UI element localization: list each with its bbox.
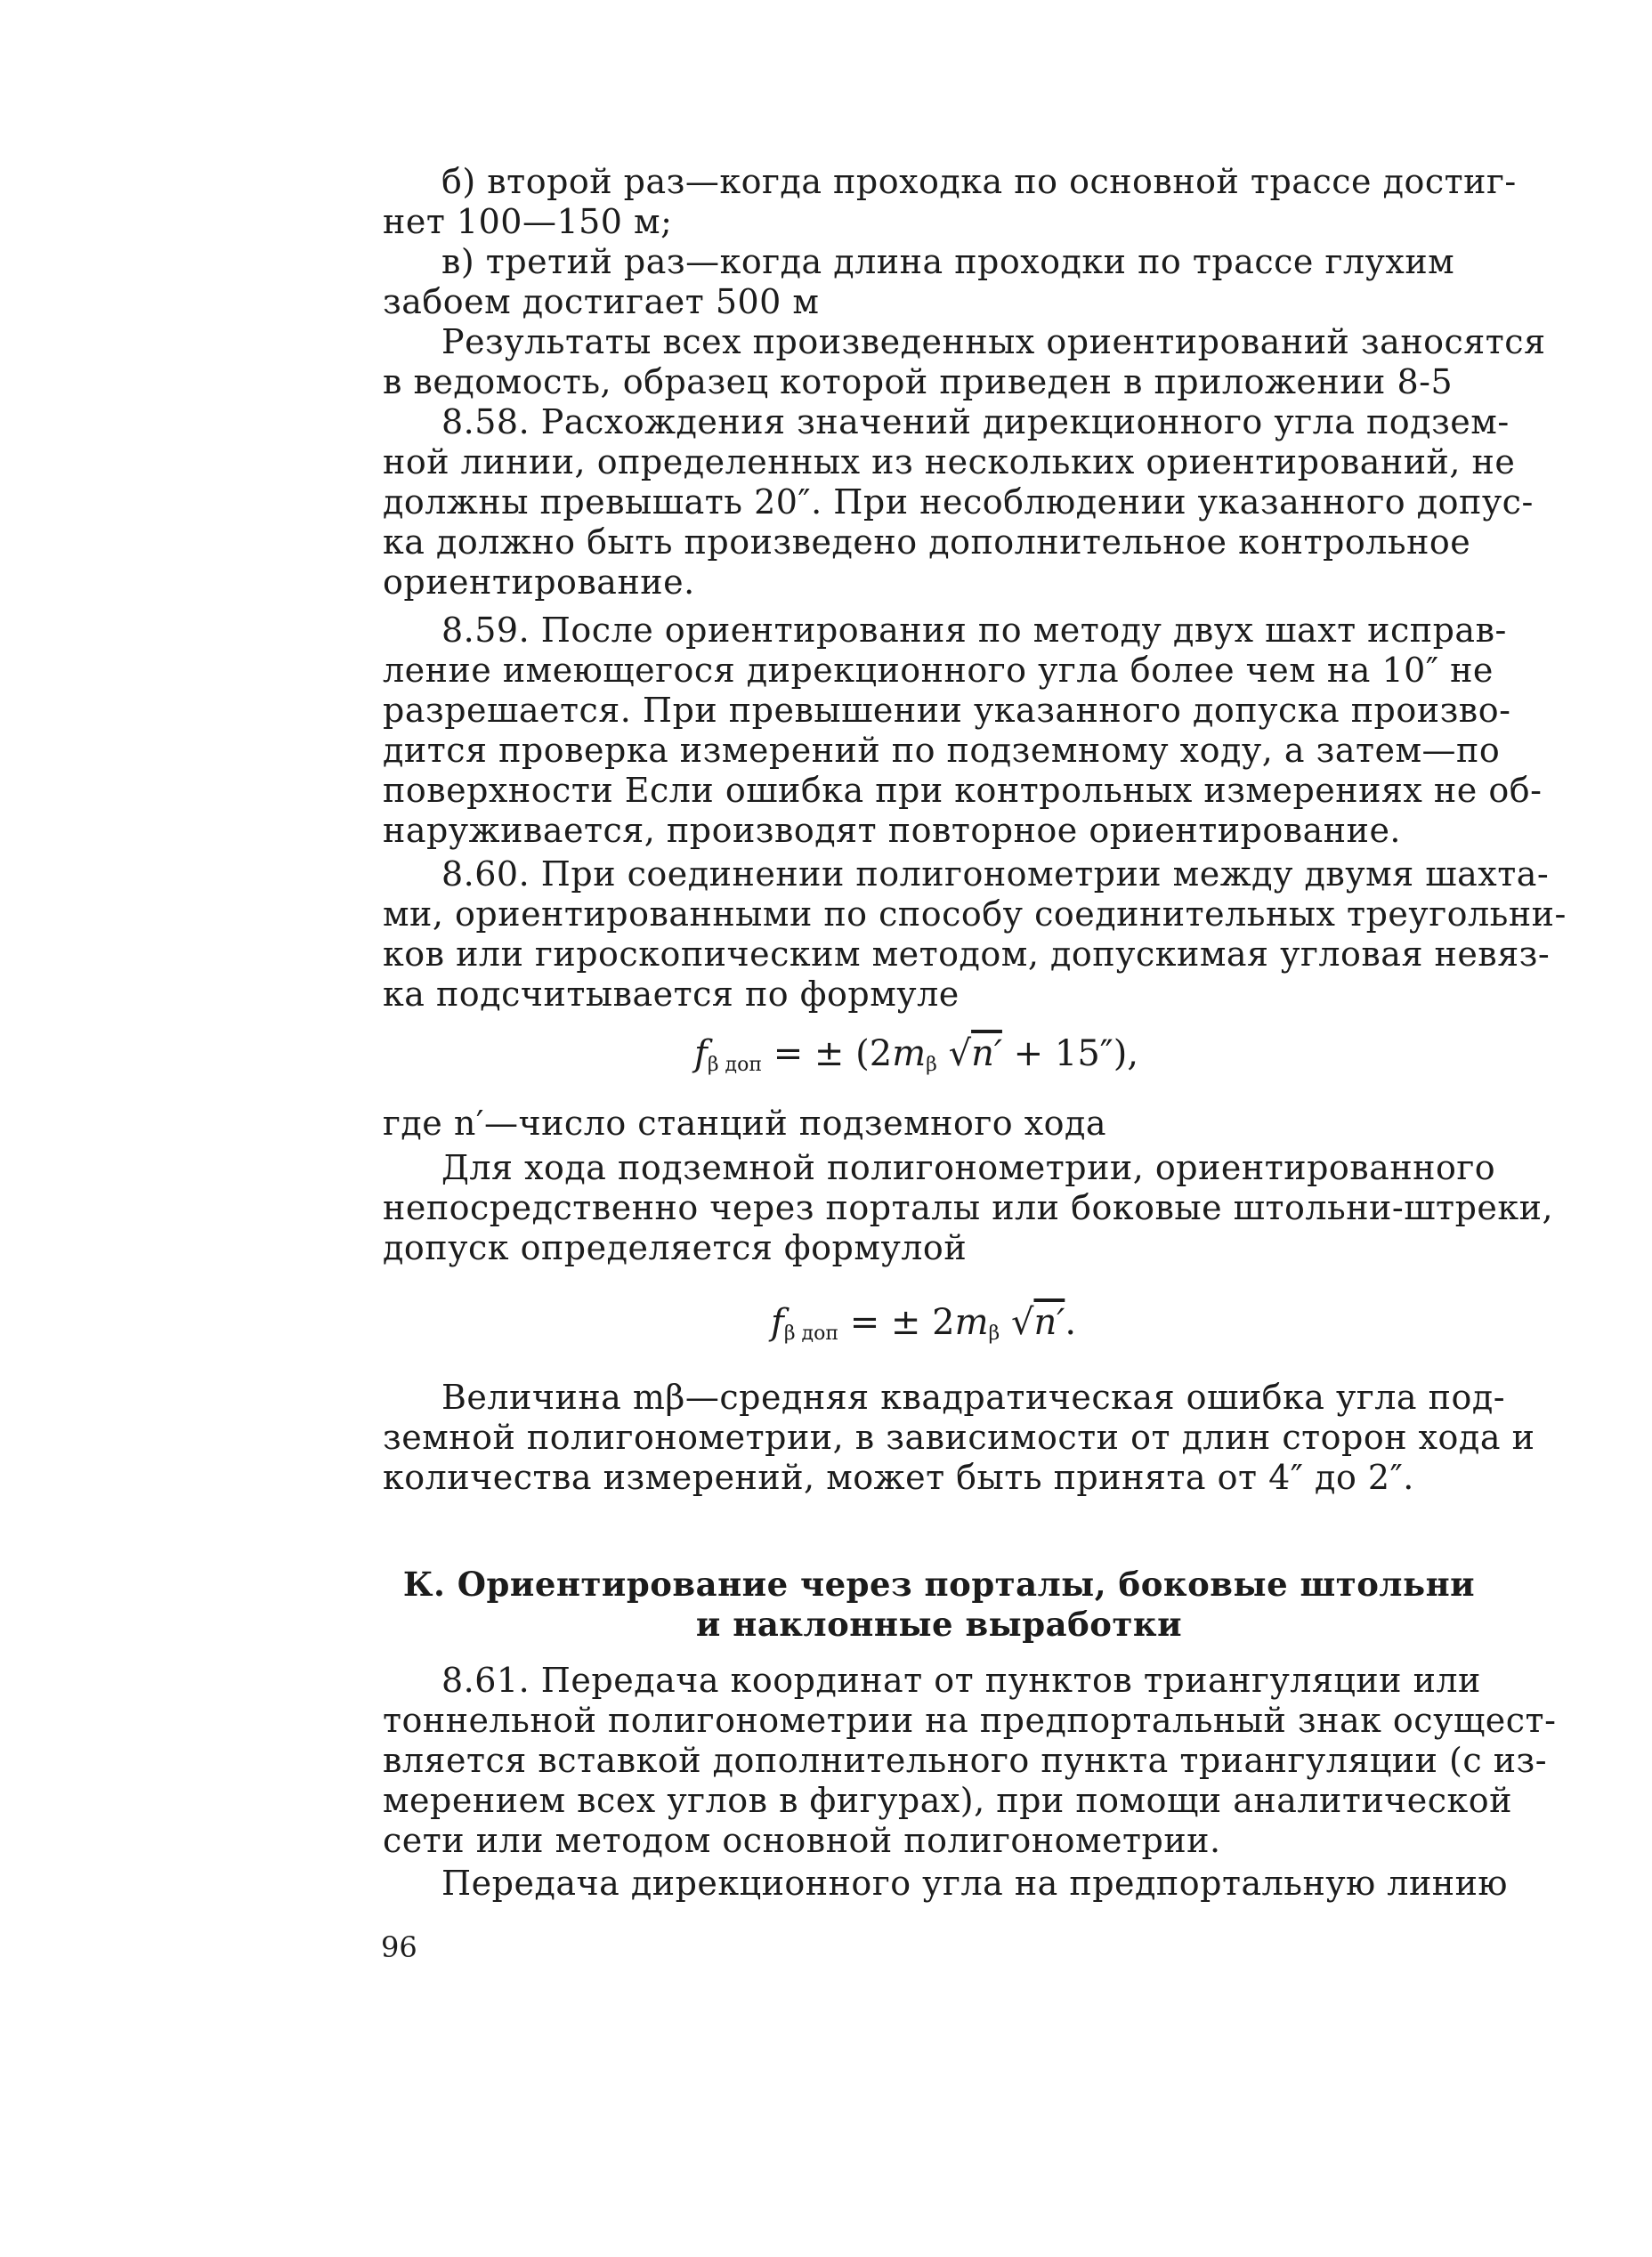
formula-symbol: n′	[1033, 1302, 1065, 1343]
text-line: ной линии, определенных из нескольких ориентирований, не	[383, 442, 1516, 481]
text-line: Передача дирекционного угла на предпортальную линию	[441, 1864, 1509, 1903]
text-line: б) второй раз—когда проходка по основной трассе достиг-	[441, 162, 1517, 201]
text-line: 8.59. После ориентирования по методу двух шахт исправ-	[441, 611, 1507, 650]
text-line: должны превышать 20″. При несоблюдении указанного допус-	[383, 482, 1534, 522]
formula-text: + 15″),	[1001, 1033, 1139, 1074]
text-line: Результаты всех произведенных ориентирований заносятся	[441, 322, 1546, 361]
page-number: 96	[381, 1930, 417, 1964]
formula-text: √	[1000, 1302, 1034, 1343]
text-line: где n′—число станций подземного хода	[383, 1104, 1107, 1143]
text-line: допуск определяется формулой	[383, 1228, 968, 1267]
text-line: ление имеющегося дирекционного угла более чем на 10″ не	[383, 651, 1494, 690]
text-line: разрешается. При превышении указанного допуска произво-	[383, 691, 1511, 730]
text-line: вляется вставкой дополнительного пункта триангуляции (с из-	[383, 1741, 1548, 1780]
text-line: мерением всех углов в фигурах), при помощи аналитической	[383, 1781, 1513, 1820]
formula-subscript: β доп	[783, 1323, 838, 1345]
text-line: сети или методом основной полигонометрии.	[383, 1821, 1221, 1860]
formula-text: .	[1065, 1302, 1077, 1343]
section-heading	[383, 1565, 1495, 1645]
formula-angular-misclosure-2	[771, 1301, 1076, 1355]
text-line: земной полигонометрии, в зависимости от длин сторон хода и	[383, 1418, 1535, 1457]
paragraph-8-61	[383, 1661, 1557, 1861]
text-line: 8.60. При соединении полигонометрии между двумя шахта-	[441, 854, 1550, 894]
formula-symbol: f	[694, 1033, 708, 1074]
heading-line: и наклонные выработки	[695, 1605, 1183, 1644]
text-line: 8.61. Передача координат от пунктов триангуляции или	[441, 1661, 1481, 1700]
paragraph-where	[383, 1104, 1495, 1144]
text-line: ми, ориентированными по способу соединительных треугольни-	[383, 894, 1567, 934]
text-line: ка подсчитывается по формуле	[383, 975, 960, 1014]
formula-text: = ± 2	[838, 1302, 955, 1343]
text-line: нет 100—150 м;	[383, 202, 673, 241]
text-line: в) третий раз—когда длина проходки по трассе глухим	[441, 242, 1455, 281]
formula-symbol: m	[954, 1302, 989, 1343]
text-line: наруживается, производят повторное ориентирование.	[383, 811, 1402, 850]
paragraph-portal-traverse	[383, 1148, 1554, 1268]
formula-text: = ± (2	[761, 1033, 893, 1074]
text-line: Величина mβ—средняя квадратическая ошибка угла под-	[441, 1378, 1506, 1417]
text-line: 8.58. Расхождения значений дирекционного угла подзем-	[441, 402, 1510, 441]
text-line: в ведомость, образец которой приведен в приложении 8-5	[383, 362, 1454, 401]
paragraph-8-59	[383, 611, 1543, 851]
paragraph-8-60	[383, 854, 1567, 1015]
formula-symbol: m	[892, 1033, 927, 1074]
text-line: количества измерений, может быть принята от 4″ до 2″.	[383, 1458, 1414, 1497]
text-line: забоем достигает 500 м	[383, 282, 820, 321]
paragraph-orientation-schedule	[383, 162, 1546, 603]
formula-subscript: β	[926, 1054, 937, 1076]
text-line: непосредственно через порталы или боковые штольни-штреки,	[383, 1188, 1554, 1227]
paragraph-value-m-beta	[383, 1378, 1535, 1498]
text-line: ориентирование.	[383, 562, 695, 602]
text-line: дится проверка измерений по подземному ходу, а затем—по	[383, 731, 1501, 770]
formula-subscript: β	[988, 1323, 1000, 1345]
heading-line: К. Ориентирование через порталы, боковые штольни	[402, 1565, 1476, 1604]
text-line: ков или гироскопическим методом, допускимая угловая невяз-	[383, 934, 1551, 974]
formula-angular-misclosure-1	[694, 1032, 1138, 1087]
formula-symbol: f	[771, 1302, 784, 1343]
text-line: тоннельной полигонометрии на предпортальный знак осущест-	[383, 1701, 1557, 1740]
formula-subscript: β доп	[707, 1054, 762, 1076]
text-line: Для хода подземной полигонометрии, ориентированного	[441, 1148, 1496, 1187]
paragraph-direction-transfer	[383, 1864, 1509, 1904]
formula-symbol: n′	[971, 1033, 1002, 1074]
text-line: ка должно быть произведено дополнительное контрольное	[383, 522, 1471, 562]
text-line: поверхности Если ошибка при контрольных измерениях не об-	[383, 771, 1543, 810]
formula-text: √	[936, 1033, 972, 1074]
